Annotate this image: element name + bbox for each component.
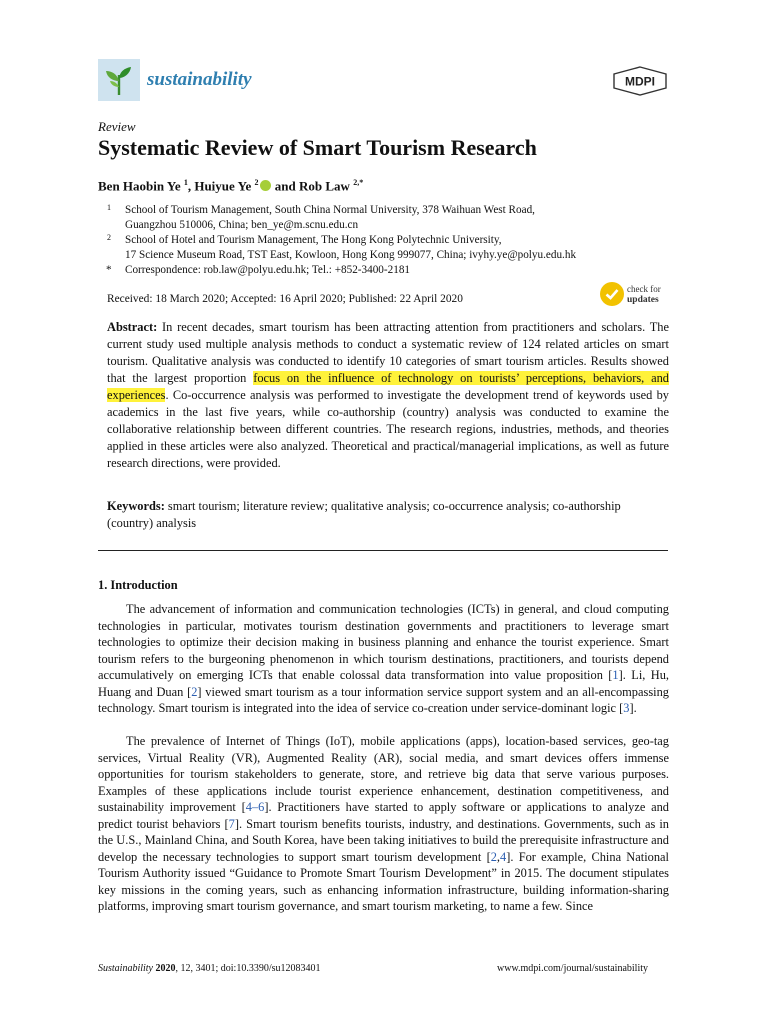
footer-doi[interactable]: , 12, 3401; doi:10.3390/su12083401 (175, 963, 321, 974)
citation-link[interactable]: 2 (490, 849, 497, 864)
author-affiliation-mark: 2,* (353, 178, 364, 187)
section-heading: 1. Introduction (98, 578, 178, 592)
citation-link[interactable]: 3 (623, 701, 630, 715)
journal-name[interactable]: sustainability (147, 69, 252, 90)
mdpi-hexagon-icon (612, 66, 668, 96)
author-name[interactable]: Huiyue Ye (194, 178, 252, 194)
keywords-text: smart tourism; literature review; qualitative analysis; co-occurrence analysis; co-authorship (country) analysis (107, 499, 621, 530)
author-name[interactable]: Ben Haobin Ye (98, 178, 181, 194)
paragraph-text: , (496, 849, 501, 864)
check-updates-line1: check for (627, 284, 661, 294)
footer-journal: Sustainability (98, 963, 153, 974)
orcid-icon[interactable] (260, 180, 271, 191)
article-title: Systematic Review of Smart Tourism Research (98, 135, 537, 160)
section-divider (98, 550, 668, 551)
article-type: Review (98, 119, 136, 134)
citation-link[interactable]: 4 (500, 849, 507, 864)
paragraph-text: ]. For example, China National Tourism Authority issued “Guidance to Promote Smart Tourism Development” in 2015. The document stipulates key missions in the coming years, such as enhancing information infrastructure, building information-sharing platforms, improving smart tourism governance, and smart tourism marketing, to name a few. Since (98, 849, 669, 913)
author-affiliation-mark: 1 (183, 178, 188, 187)
check-updates-label[interactable] (627, 284, 661, 305)
mdpi-logo[interactable] (612, 66, 668, 96)
abstract-label: Abstract: (107, 320, 158, 334)
check-updates-icon[interactable] (600, 282, 624, 306)
affiliation-line: 17 Science Museum Road, TST East, Kowloon, Hong Kong 999077, China; ivyhy.ye@polyu.edu.hk (125, 249, 577, 261)
paragraph-text: ]. (629, 701, 637, 715)
citation-link[interactable]: 1 (612, 668, 619, 682)
author-name[interactable]: Rob Law (299, 178, 350, 194)
correspondence-line: Correspondence: rob.law@polyu.edu.hk; Tel.: +852-3400-2181 (125, 264, 411, 276)
paragraph-text: ]. Smart tourism benefits tourists, industry, and destinations. Governments, such as in the U.S., Mainland China, and South Korea, have been taking initiatives to build the prerequisite infrastructure and develop the necessary technologies to support smart tourism development [ (98, 816, 669, 864)
highlighted-text: focus on the influence of technology on tourists’ perceptions, behaviors, and experiences (107, 371, 669, 402)
abstract (107, 319, 669, 472)
citation-link[interactable]: 2 (191, 684, 198, 699)
affiliation-mark: 2 (107, 233, 111, 242)
leaf-sprout-icon (98, 59, 140, 101)
affiliation-mark: * (106, 264, 112, 276)
affiliation-line: School of Hotel and Tourism Management, The Hong Kong Polytechnic University, (125, 234, 502, 246)
author-affiliation-mark: 2 (254, 178, 259, 187)
paragraph (98, 733, 669, 915)
affiliation-mark: 1 (107, 203, 111, 212)
paragraph-text: The prevalence of Internet of Things (IoT), mobile applications (apps), location-based services, geo-tag services, Virtual Reality (VR), Augmented Reality (AR), social media, and smart devices offers immense opportunities for tourism stakeholders to generate, store, and retrieve big data that serve various purposes. Examples of these applications include tourist experience enhancement, destination competitiveness, and sustainability improvement [ (98, 734, 669, 814)
citation-link[interactable]: 4–6 (245, 800, 265, 814)
author-list (98, 178, 363, 194)
keywords-label: Keywords: (107, 499, 165, 513)
footer-url[interactable]: www.mdpi.com/journal/sustainability (497, 963, 649, 974)
affiliation-line: School of Tourism Management, South China Normal University, 378 Waihuan West Road, (125, 204, 535, 216)
journal-logo (98, 59, 140, 101)
check-updates-line2: updates (627, 295, 659, 305)
paragraph-text: ]. Practitioners have started to apply software or applications to analyze and predict tourist behaviors [ (98, 800, 670, 831)
paragraph-text: ] viewed smart tourism as a tour information service support system and an all-encompassing technology. Smart tourism is integrated into the idea of service co-creation under service-dominant logic [ (98, 684, 669, 715)
citation-link[interactable]: 7 (228, 816, 235, 831)
publisher-name: MDPI (625, 74, 655, 89)
keywords (107, 498, 669, 532)
paragraph (98, 601, 669, 717)
affiliation-line: Guangzhou 510006, China; ben_ye@m.scnu.edu.cn (125, 219, 359, 231)
footer-year: 2020 (155, 963, 176, 974)
publication-dates: Received: 18 March 2020; Accepted: 16 April 2020; Published: 22 April 2020 (107, 293, 463, 305)
paragraph-text: ]. Li, Hu, Huang and Duan [ (98, 668, 669, 699)
paragraph-text: The advancement of information and communication technologies (ICTs) in general, and cloud computing technologies in particular, motivates tourism destination governments and practitioners to leverage smart technologies to optimize their decision making in business planning and enhance the tourist experience. Smart tourism refers to the burgeoning phenomenon in which tourism destinations, practitioners, and tourists depend accumulatively on emerging ICTs that enable colossal data transformation into value proposition [ (98, 602, 669, 682)
author-separator: and (271, 178, 300, 194)
abstract-text: In recent decades, smart tourism has been attracting attention from practitioners and scholars. The current study used multiple analysis methods to conduct a systematic review of 124 related articles on smart tourism. Qualitative analysis was conducted to identify 10 categories of smart tourism articles. Results showed that the largest proportion (107, 320, 669, 385)
abstract-text: . Co-occurrence analysis was performed to investigate the development trend of keywords used by academics in the last five years, while co-authorship (country) analysis was conducted to examine the collaborative relationship between different countries. The research regions, industries, methods, and theories applied in these articles were also analyzed. Theoretical and practical/managerial implications, as well as future research directions, were provided. (107, 388, 669, 470)
author-separator: , (187, 178, 195, 194)
footer-citation (98, 963, 321, 974)
